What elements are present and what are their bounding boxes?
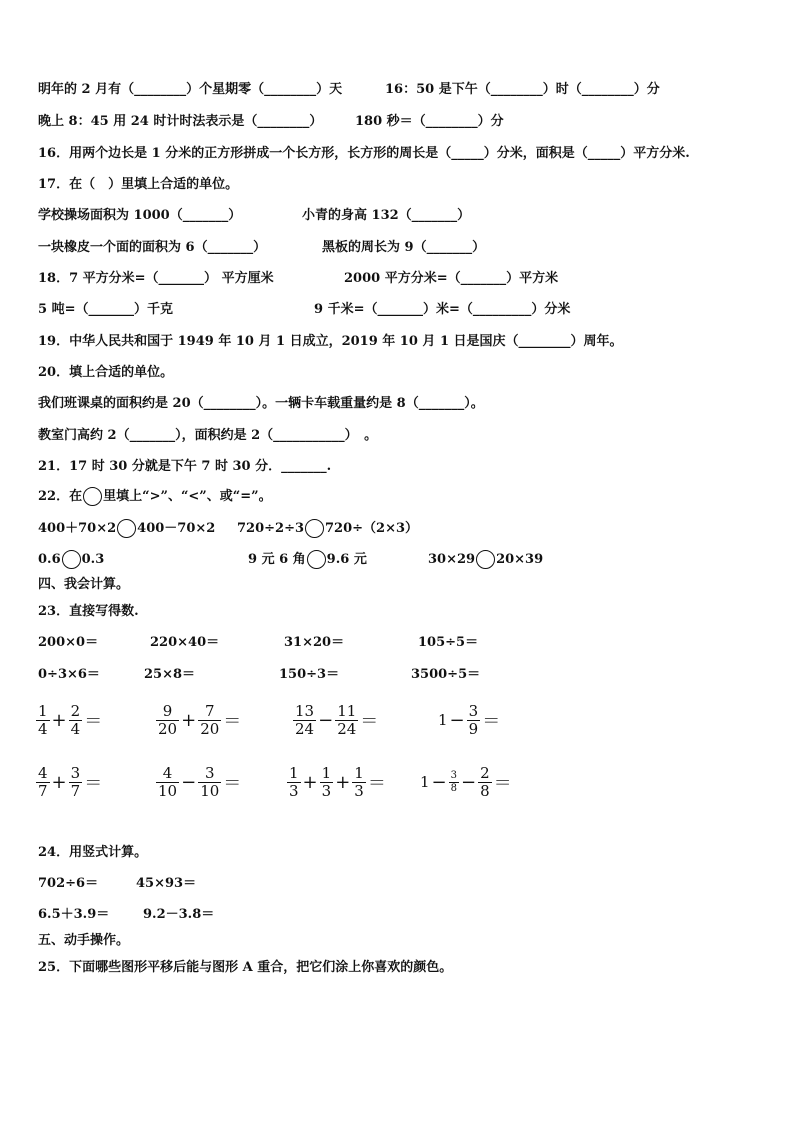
q20-line-a: 我们班课桌的面积约是 20（________）。一辆卡车载重量约是 8（_______）。 xyxy=(38,396,484,411)
compare-circle[interactable] xyxy=(62,550,81,569)
compare-right: 9.6 元 xyxy=(326,552,367,567)
q17-item-c: 一块橡皮一个面的面积为 6（_______） xyxy=(38,240,267,255)
q17-item-d: 黑板的周长为 9（_______） xyxy=(322,240,486,255)
q18-item-c: 5 吨=（_______）千克 xyxy=(38,302,173,317)
q23-r2-c3: 150÷3＝ xyxy=(279,667,340,682)
compare-left: 400＋70×2 xyxy=(38,521,117,536)
q22-title-post: 里填上“>”、“<”、或“=”。 xyxy=(103,489,272,504)
q22-compare-1 xyxy=(38,519,215,538)
q22-compare-4 xyxy=(248,550,367,569)
q23-r1-c3: 31×20＝ xyxy=(284,635,345,650)
fraction-problem-a: 1 4 + $\frac{2}{4}$ ＝ xyxy=(38,701,103,738)
q18-item-b: 2000 平方分米=（_______）平方米 xyxy=(344,271,559,286)
q23-r2-c1: 0÷3×6＝ xyxy=(38,667,100,682)
compare-right: 20×39 xyxy=(496,552,544,567)
q23-r1-c4: 105÷5＝ xyxy=(418,635,479,650)
q22-title-pre: 22．在 xyxy=(38,489,83,504)
q15-line2-left: 晚上 8：45 用 24 时计时法表示是（________） xyxy=(38,114,323,129)
compare-right: 0.3 xyxy=(81,552,105,567)
q16-text: 16．用两个边长是 1 分米的正方形拼成一个长方形，长方形的周长是（_____）分米，面积是（_____）平方分米. xyxy=(38,146,690,161)
fraction-problem-i: 1 − $\frac{3}{8}$ − $\frac{2}{8}$ ＝ xyxy=(420,763,512,800)
fraction-problem-g: 4 10 − $\frac{3}{10}$ ＝ xyxy=(158,763,242,800)
q17-item-a: 学校操场面积为 1000（_______） xyxy=(38,208,242,223)
q23-r1-c2: 220×40＝ xyxy=(150,635,220,650)
q24-item-2: 45×93＝ xyxy=(136,876,197,891)
q15-line2-right: 180 秒＝（________）分 xyxy=(355,114,504,129)
fraction-problem-d: 1 − $\frac{3}{9}$ ＝ xyxy=(438,701,501,738)
q24-item-4: 9.2－3.8＝ xyxy=(143,907,215,922)
q18-item-a: 18．7 平方分米=（_______） 平方厘米 xyxy=(38,271,274,286)
q20-line-b: 教室门高约 2（_______），面积约是 2（___________） 。 xyxy=(38,428,378,443)
fraction-problem-b: 9 20 + $\frac{7}{20}$ ＝ xyxy=(158,701,242,738)
q22-compare-3 xyxy=(38,550,104,569)
q24-title: 24．用竖式计算。 xyxy=(38,845,148,860)
compare-left: 9 元 6 角 xyxy=(248,552,306,567)
q21-text: 21．17 时 30 分就是下午 7 时 30 分．_______. xyxy=(38,459,332,474)
q23-r2-c4: 3500÷5＝ xyxy=(411,667,481,682)
section-5-heading: 五、动手操作。 xyxy=(38,933,130,948)
q23-title: 23．直接写得数. xyxy=(38,604,139,619)
compare-right: 720÷（2×3） xyxy=(325,521,419,536)
q22-compare-5 xyxy=(428,550,543,569)
fraction-problem-c: 13 24 − $\frac{11}{24}$ ＝ xyxy=(295,701,379,738)
q24-item-3: 6.5＋3.9＝ xyxy=(38,907,110,922)
compare-circle[interactable] xyxy=(117,519,136,538)
q19-text: 19．中华人民共和国于 1949 年 10 月 1 日成立，2019 年 10 月 1 日是国庆（________）周年。 xyxy=(38,334,623,349)
q23-r1-c1: 200×0＝ xyxy=(38,635,99,650)
compare-right: 400－70×2 xyxy=(137,521,216,536)
q18-item-d: 9 千米=（_______）米=（_________）分米 xyxy=(314,302,571,317)
section-4-heading: 四、我会计算。 xyxy=(38,577,130,592)
comparison-circle-icon xyxy=(83,487,102,506)
q24-item-1: 702÷6＝ xyxy=(38,876,99,891)
q23-r2-c2: 25×8＝ xyxy=(144,667,196,682)
q17-item-b: 小青的身高 132（_______） xyxy=(302,208,471,223)
compare-left: 0.6 xyxy=(38,552,61,567)
q20-title: 20．填上合适的单位。 xyxy=(38,365,174,380)
fraction-problem-h: 1 3 + $\frac{1}{3}$ + $\frac{1}{3}$ ＝ xyxy=(289,763,386,800)
q17-title: 17．在（ ）里填上合适的单位。 xyxy=(38,177,239,192)
compare-left: 30×29 xyxy=(428,552,476,567)
fraction-problem-e: 4 7 + $\frac{3}{7}$ ＝ xyxy=(38,763,103,800)
compare-left: 720÷2÷3 xyxy=(237,521,305,536)
q25-text: 25．下面哪些图形平移后能与图形 A 重合，把它们涂上你喜欢的颜色。 xyxy=(38,960,453,975)
compare-circle[interactable] xyxy=(476,550,495,569)
compare-circle[interactable] xyxy=(307,550,326,569)
compare-circle[interactable] xyxy=(305,519,324,538)
q15-line1-right: 16：50 是下午（________）时（________）分 xyxy=(385,82,660,97)
q22-compare-2 xyxy=(237,519,418,538)
q15-line1-left: 明年的 2 月有（________）个星期零（________）天 xyxy=(38,82,343,97)
q22-title xyxy=(38,487,272,506)
